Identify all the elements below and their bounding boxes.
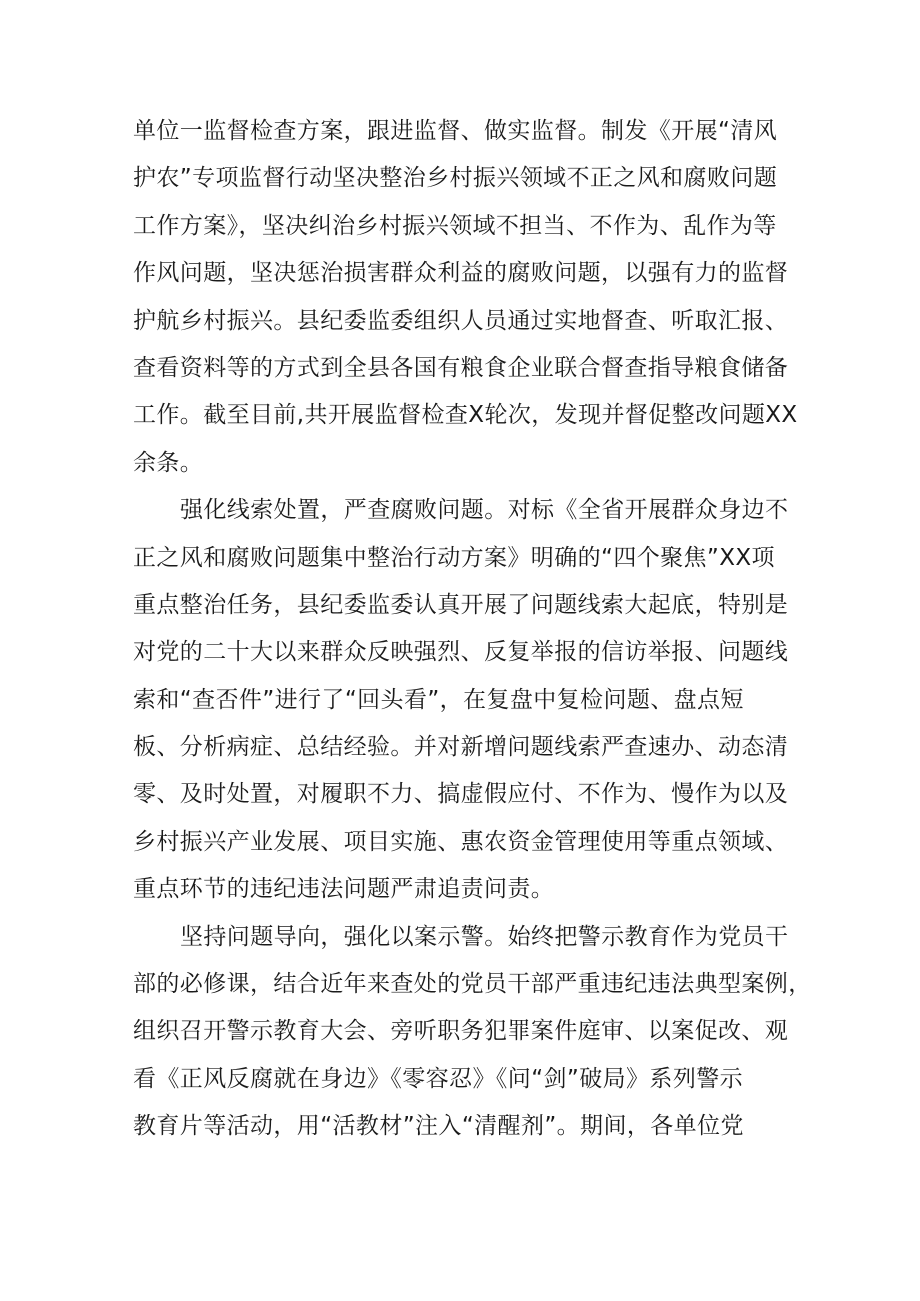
- text-line: 工作方案》，坚决纠治乡村振兴领域不担当、不作为、乱作为等: [133, 212, 777, 239]
- text-line: 正之风和腐败问题集中整治行动方案》明确的“四个聚焦”XX项: [133, 544, 775, 571]
- text-line: 重点整治任务，县纪委监委认真开展了问题线索大起底，特别是: [133, 591, 789, 618]
- text-line: 零、及时处置，对履职不力、搞虚假应付、不作为、慢作为以及: [133, 781, 789, 808]
- text-line: 单位一监督检查方案，跟进监督、做实监督。制发《开展“清风: [133, 118, 778, 144]
- text-line: 对党的二十大以来群众反映强烈、反复举报的信访举报、问题线: [133, 639, 789, 666]
- text-line: 重点环节的违纪违法问题严肃追责问责。: [133, 876, 555, 903]
- paragraph-first-line: 强化线索处置，严查腐败问题。对标《全省开展群众身边不: [180, 497, 789, 524]
- text-line: 护农”专项监督行动坚决整治乡村振兴领域不正之风和腐败问题: [133, 165, 778, 192]
- text-line: 查看资料等的方式到全县各国有粮食企业联合督查指导粮食储备: [133, 354, 789, 381]
- text-line: 作风问题，坚决惩治损害群众利益的腐败问题，以强有力的监督: [133, 260, 789, 287]
- paragraph-first-line: 坚持问题导向，强化以案示警。始终把警示教育作为党员干: [180, 923, 789, 950]
- text-line: 板、分析病症、总结经验。并对新增问题线索严查速办、动态清: [133, 734, 789, 761]
- text-line: 组织召开警示教育大会、旁听职务犯罪案件庭审、以案促改、观: [133, 1018, 789, 1045]
- text-line: 护航乡村振兴。县纪委监委组织人员通过实地督查、听取汇报、: [133, 307, 789, 334]
- text-line: 工作。截至目前,共开展监督检查X轮次，发现并督促整改问题XX: [133, 402, 798, 429]
- text-line: 教育片等活动，用“活教材”注入“清醒剂”。期间，各单位党: [133, 1113, 744, 1140]
- document-body: [133, 108, 812, 1151]
- text-line: 看《正风反腐就在身边》《零容忍》《问“剑”破局》系列警示: [133, 1065, 744, 1092]
- text-line: 索和“查否件”进行了“回头看”，在复盘中复检问题、盘点短: [133, 686, 744, 713]
- text-line: 部的必修课，结合近年来查处的党员干部严重违纪违法典型案例，: [133, 971, 812, 998]
- text-line: 乡村振兴产业发展、项目实施、惠农资金管理使用等重点领域、: [133, 828, 789, 855]
- text-line: 余条。: [133, 449, 204, 476]
